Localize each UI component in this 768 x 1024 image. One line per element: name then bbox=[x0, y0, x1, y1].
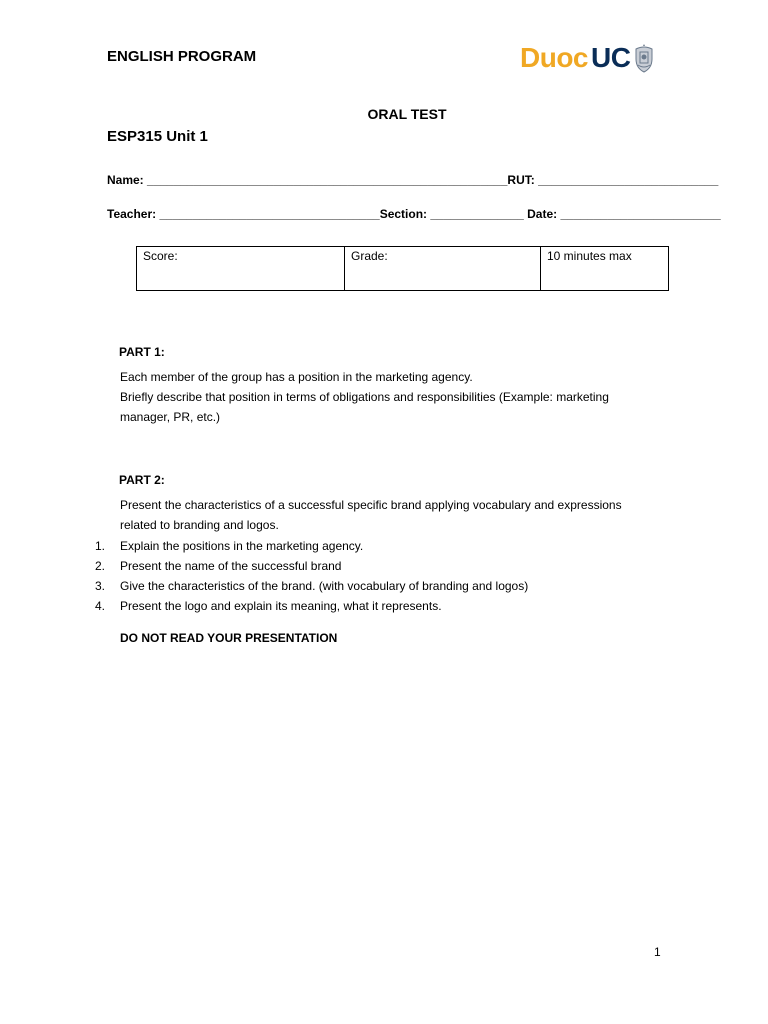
logo-uc-text: UC bbox=[591, 42, 631, 73]
program-title: ENGLISH PROGRAM bbox=[107, 48, 257, 65]
list-item-text: Explain the positions in the marketing agency. bbox=[120, 539, 364, 553]
list-item-number: 2. bbox=[95, 559, 106, 573]
page-number: 1 bbox=[654, 945, 661, 959]
crest-icon bbox=[632, 43, 656, 73]
score-table bbox=[136, 246, 669, 291]
part2-line: Present the characteristics of a successful specific brand applying vocabulary and expressions bbox=[120, 498, 622, 512]
task-list bbox=[95, 536, 528, 616]
logo-duoc-text: Duoc bbox=[520, 42, 588, 73]
test-title: ORAL TEST bbox=[367, 106, 447, 122]
duoc-uc-logo bbox=[520, 38, 656, 78]
part1-line: Briefly describe that position in terms of obligations and responsibilities (Example: marketing bbox=[120, 390, 609, 404]
list-item-text: Present the name of the successful brand bbox=[120, 559, 342, 573]
list-item-text: Give the characteristics of the brand. (with vocabulary of branding and logos) bbox=[120, 579, 529, 593]
list-item bbox=[95, 536, 528, 556]
score-cell: Score: bbox=[137, 247, 345, 291]
time-limit-cell: 10 minutes max bbox=[541, 247, 669, 291]
warning-text: DO NOT READ YOUR PRESENTATION bbox=[120, 631, 338, 645]
part2-line: related to branding and logos. bbox=[120, 518, 279, 532]
teacher-section-date-line: Teacher: _________________________________Section: ______________ Date: ________________________ bbox=[107, 207, 721, 221]
part1-line: manager, PR, etc.) bbox=[120, 410, 221, 424]
list-item-number: 1. bbox=[95, 539, 106, 553]
part1-line: Each member of the group has a position in the marketing agency. bbox=[120, 370, 473, 384]
list-item bbox=[95, 596, 528, 616]
part1-heading: PART 1: bbox=[119, 345, 165, 359]
list-item-number: 4. bbox=[95, 599, 106, 613]
unit-heading: ESP315 Unit 1 bbox=[107, 128, 208, 145]
list-item-number: 3. bbox=[95, 579, 106, 593]
grade-cell: Grade: bbox=[345, 247, 541, 291]
name-rut-line: Name: ______________________________________________________RUT: ___________________________ bbox=[107, 173, 719, 187]
list-item bbox=[95, 556, 528, 576]
list-item-text: Present the logo and explain its meaning, what it represents. bbox=[120, 599, 442, 613]
part2-heading: PART 2: bbox=[119, 473, 165, 487]
list-item bbox=[95, 576, 528, 596]
